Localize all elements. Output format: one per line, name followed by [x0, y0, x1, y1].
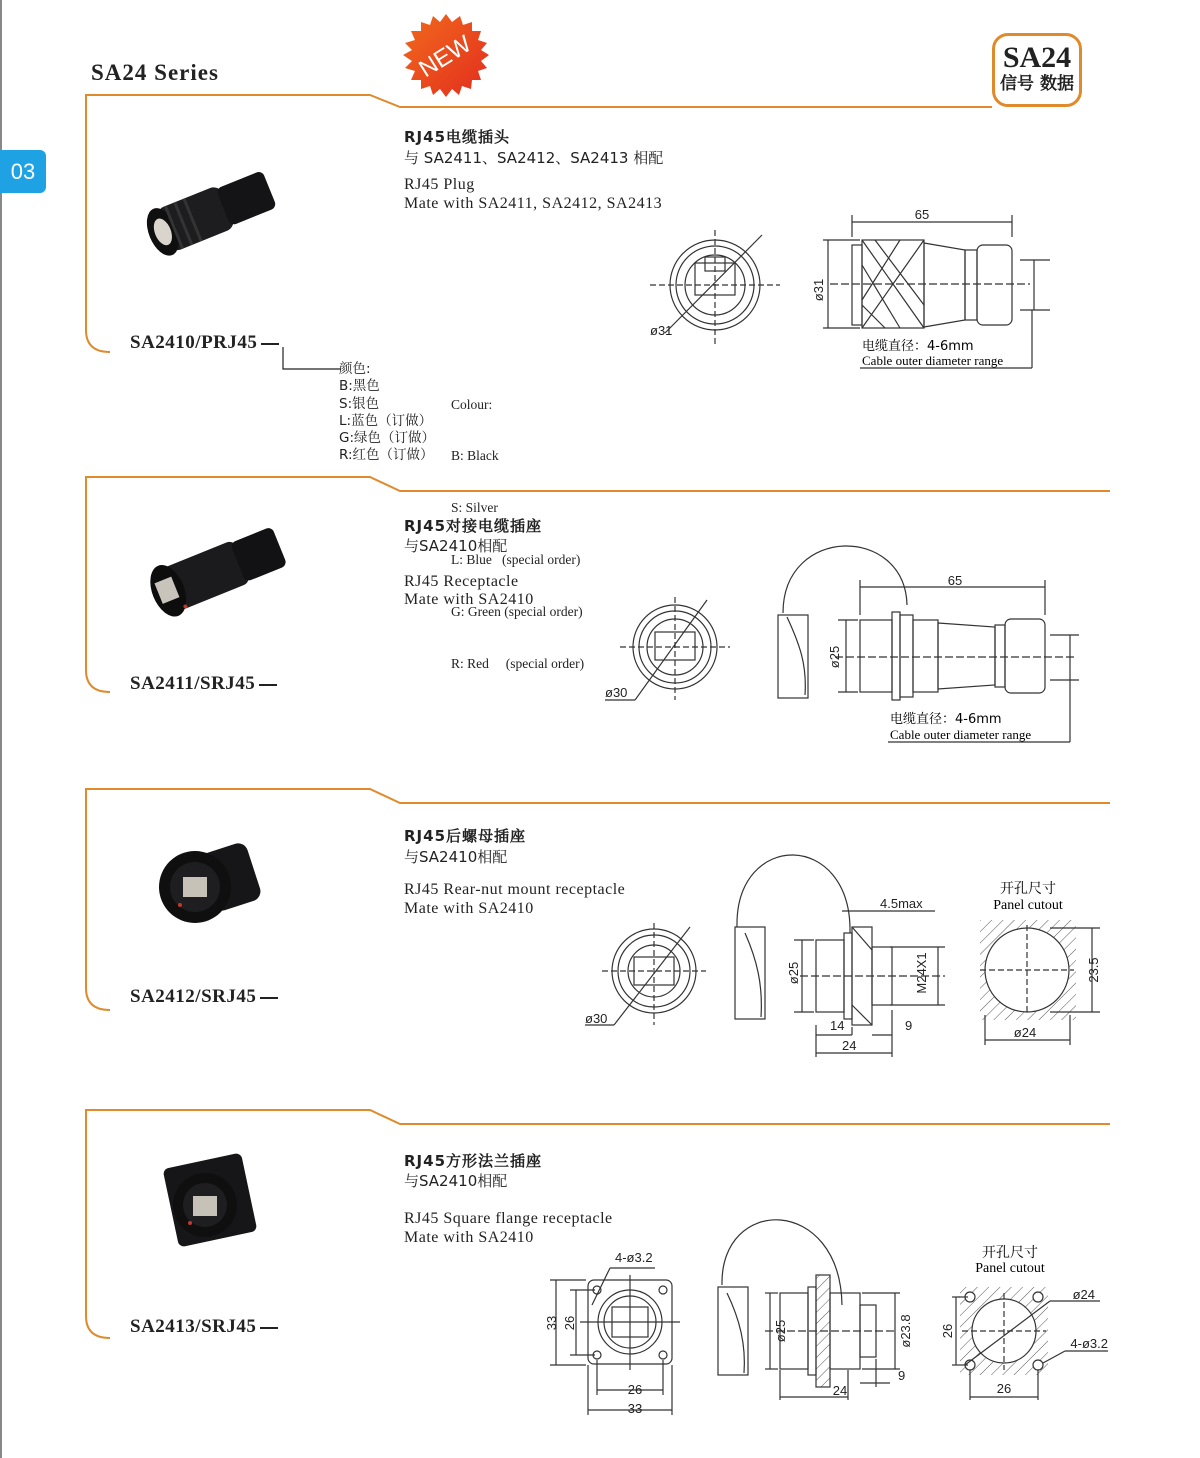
product-title-cn: RJ45对接电缆插座 — [404, 517, 543, 535]
svg-text:开孔尺寸: 开孔尺寸 — [982, 1245, 1038, 1261]
colour-item-en: G: Green (special order) — [451, 604, 583, 620]
svg-text:ø23.8: ø23.8 — [898, 1314, 913, 1348]
product-photo-sa2411 — [135, 515, 295, 630]
svg-text:电缆直径：4-6mm: 电缆直径：4-6mm — [862, 339, 974, 354]
svg-text:9: 9 — [905, 1018, 913, 1033]
svg-text:ø30: ø30 — [605, 685, 628, 700]
product-mate-cn: 与 SA2411、SA2412、SA2413 相配 — [404, 149, 664, 167]
svg-text:ø25: ø25 — [827, 645, 842, 669]
part-number: SA2410/PRJ45 — [130, 332, 279, 354]
colour-title-cn: 颜色: — [339, 361, 371, 377]
colour-title-en: Colour: — [451, 396, 493, 412]
product-name-en: RJ45 Plug — [404, 176, 475, 193]
colour-item-cn: G:绿色（订做） — [339, 430, 436, 447]
svg-text:23.5: 23.5 — [1086, 957, 1101, 983]
svg-text:ø30: ø30 — [585, 1011, 608, 1026]
product-mate-cn: 与SA2410相配 — [404, 1172, 508, 1190]
colour-item-cn: B:黑色 — [339, 378, 380, 395]
product-photo-sa2413 — [150, 1150, 270, 1260]
svg-text:电缆直径：4-6mm: 电缆直径：4-6mm — [890, 712, 1002, 727]
svg-text:33: 33 — [627, 1401, 643, 1416]
drawing-sa2410 — [630, 205, 1050, 375]
series-badge-code: SA24 — [1002, 41, 1072, 74]
svg-text:4-ø3.2: 4-ø3.2 — [1070, 1336, 1108, 1351]
svg-text:24: 24 — [832, 1383, 848, 1398]
svg-text:9: 9 — [898, 1368, 906, 1383]
product-photo-sa2412 — [150, 835, 270, 935]
colour-item-en: S: Silver — [451, 500, 498, 516]
svg-text:26: 26 — [562, 1315, 577, 1331]
svg-text:4.5max: 4.5max — [880, 896, 923, 911]
colour-options-cn — [339, 361, 435, 465]
drawing-sa2411 — [595, 535, 1085, 745]
svg-text:ø31: ø31 — [811, 278, 826, 302]
colour-item-cn: R:红色（订做） — [339, 447, 434, 464]
svg-text:ø25: ø25 — [773, 1319, 788, 1343]
svg-text:4-ø3.2: 4-ø3.2 — [615, 1250, 653, 1265]
product-photo-sa2410 — [130, 160, 290, 270]
product-name-en: RJ45 Receptacle — [404, 573, 519, 590]
part-number: SA2411/SRJ45 — [130, 673, 277, 695]
svg-text:ø24: ø24 — [1072, 1287, 1095, 1302]
part-number: SA2412/SRJ45 — [130, 986, 278, 1008]
svg-text:26: 26 — [940, 1323, 955, 1339]
series-title: SA24 Series — [91, 60, 219, 85]
drawing-sa2413 — [540, 1215, 1110, 1425]
svg-text:ø31: ø31 — [650, 323, 673, 338]
product-mate-en: Mate with SA2410 — [404, 900, 534, 917]
product-title-cn: RJ45后螺母插座 — [404, 827, 527, 845]
part-number: SA2413/SRJ45 — [130, 1316, 278, 1338]
series-badge-subtitle: 信号 数据 — [1000, 74, 1074, 94]
svg-text:26: 26 — [996, 1381, 1012, 1396]
svg-text:65: 65 — [914, 207, 930, 222]
product-title-cn: RJ45方形法兰插座 — [404, 1152, 543, 1170]
colour-item-cn: L:蓝色（订做） — [339, 412, 433, 429]
page-number: 03 — [10, 158, 36, 184]
svg-text:M24X1: M24X1 — [914, 952, 929, 994]
product-title-cn: RJ45电缆插头 — [404, 128, 511, 146]
svg-text:NEW: NEW — [414, 30, 477, 84]
product-mate-en: Mate with SA2410 — [404, 591, 534, 608]
drawing-sa2412 — [580, 845, 1110, 1060]
colour-item-en: R: Red (special order) — [451, 656, 585, 672]
colour-item-en: B: Black — [451, 448, 499, 464]
product-name-en: RJ45 Square flange receptacle — [404, 1210, 613, 1227]
svg-text:Panel cutout: Panel cutout — [993, 898, 1063, 913]
svg-text:ø24: ø24 — [1013, 1025, 1037, 1040]
svg-text:33: 33 — [544, 1315, 559, 1331]
colour-item-cn: S:银色 — [339, 395, 380, 412]
svg-text:26: 26 — [627, 1382, 643, 1397]
svg-text:24: 24 — [842, 1038, 857, 1053]
product-name-en: RJ45 Rear-nut mount receptacle — [404, 881, 626, 898]
product-mate-cn: 与SA2410相配 — [404, 537, 508, 555]
product-mate-cn: 与SA2410相配 — [404, 848, 508, 866]
svg-text:开孔尺寸: 开孔尺寸 — [1000, 881, 1056, 897]
svg-text:Panel cutout: Panel cutout — [975, 1261, 1045, 1276]
colour-leader-line — [275, 345, 345, 375]
svg-text:14: 14 — [830, 1018, 845, 1033]
svg-text:65: 65 — [947, 573, 963, 588]
product-mate-en: Mate with SA2411, SA2412, SA2413 — [404, 195, 663, 212]
colour-item-en: L: Blue (special order) — [451, 552, 581, 568]
svg-text:Cable outer diameter range: Cable outer diameter range — [890, 727, 1032, 742]
product-mate-en: Mate with SA2410 — [404, 1229, 534, 1246]
svg-text:ø25: ø25 — [786, 961, 801, 985]
svg-text:Cable outer diameter range: Cable outer diameter range — [862, 353, 1004, 368]
